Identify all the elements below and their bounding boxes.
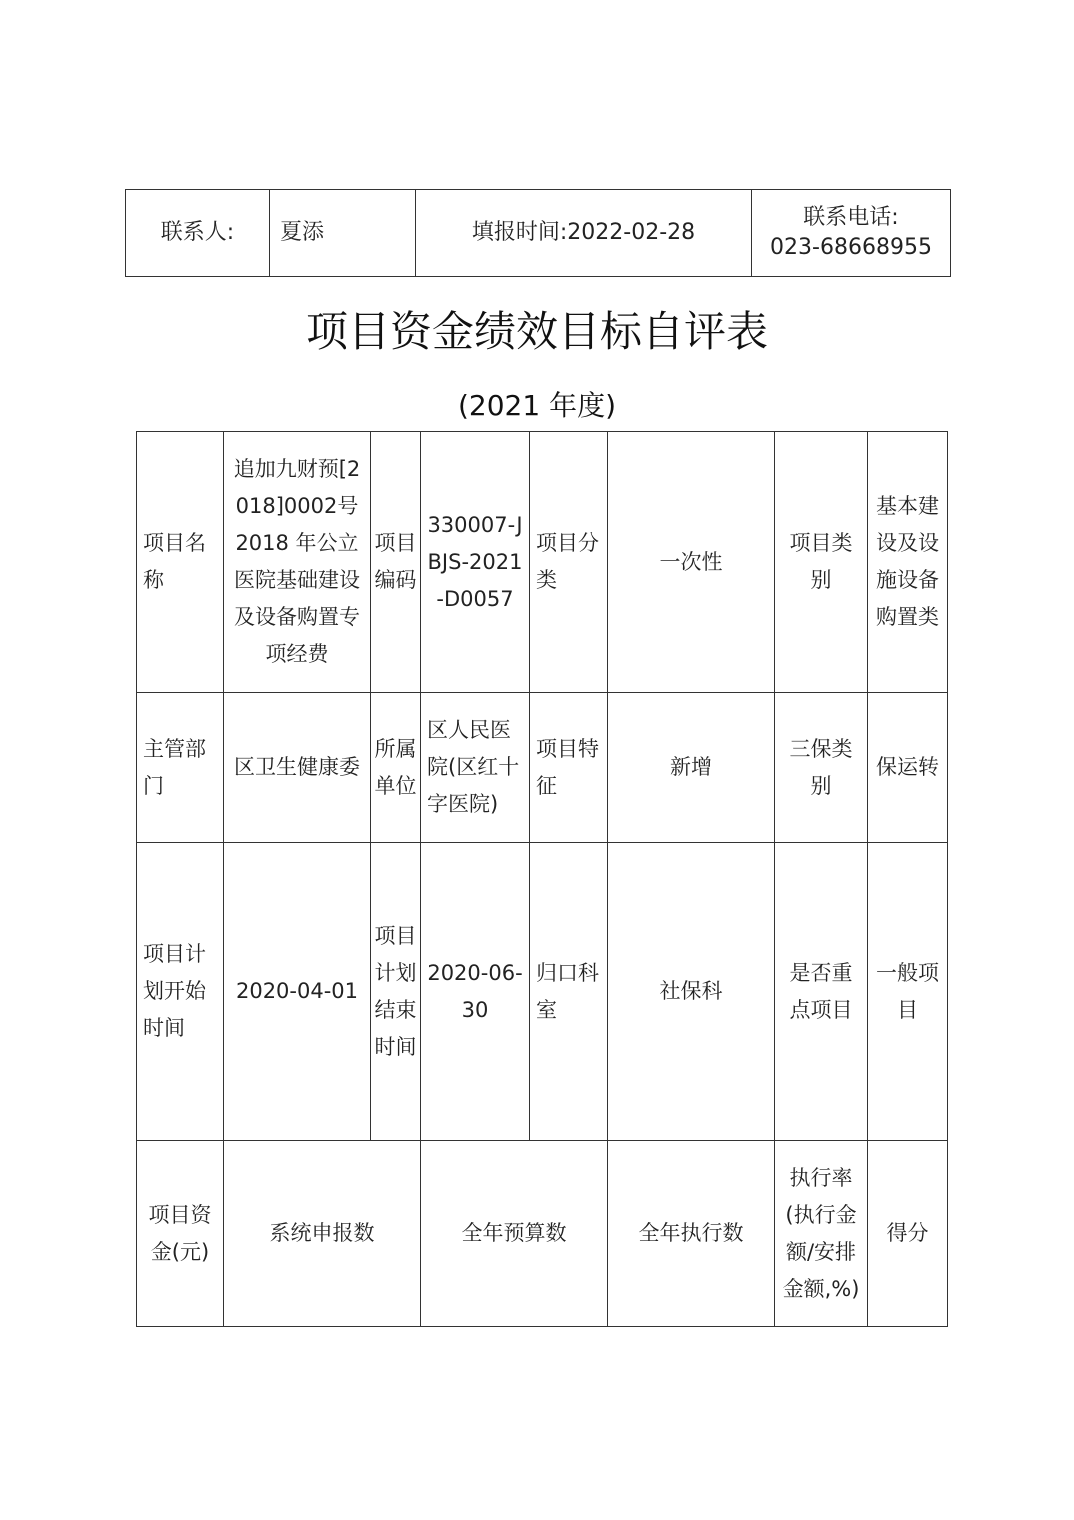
project-classification-label: 项目分类 <box>530 432 608 693</box>
page-title: 项目资金绩效目标自评表 <box>305 307 768 356</box>
project-name-value: 追加九财预[2018]0002号 2018 年公立医院基础建设及设备购置专项经费 <box>224 432 371 693</box>
start-time-value: 2020-04-01 <box>224 843 371 1141</box>
contact-info-table <box>125 189 951 277</box>
project-feature-value: 新增 <box>608 693 775 843</box>
table-row <box>137 843 948 1141</box>
project-name-label: 项目名称 <box>137 432 224 693</box>
end-time-label: 项目计划结束时间 <box>371 843 421 1141</box>
self-evaluation-table <box>136 431 948 1327</box>
contact-label: 联系人: <box>126 190 270 277</box>
project-code-value: 330007-JBJS-2021-D0057 <box>421 432 530 693</box>
unit-value: 区人民医院(区红十字医院) <box>421 693 530 843</box>
guarantee-category-label: 三保类别 <box>775 693 868 843</box>
key-project-value: 一般项目 <box>868 843 948 1141</box>
project-feature-label: 项目特征 <box>530 693 608 843</box>
phone-cell <box>752 190 951 277</box>
table-row <box>137 432 948 693</box>
table-row <box>137 1141 948 1327</box>
project-funds-label: 项目资金(元) <box>137 1141 224 1327</box>
project-classification-value: 一次性 <box>608 432 775 693</box>
key-project-label: 是否重点项目 <box>775 843 868 1141</box>
department-label: 主管部门 <box>137 693 224 843</box>
department-value: 区卫生健康委 <box>224 693 371 843</box>
execution-rate-header: 执行率(执行金额/安排金额,%) <box>775 1141 868 1327</box>
guarantee-category-value: 保运转 <box>868 693 948 843</box>
system-declared-header: 系统申报数 <box>224 1141 421 1327</box>
project-code-label: 项目编码 <box>371 432 421 693</box>
table-row <box>137 693 948 843</box>
annual-budget-header: 全年预算数 <box>421 1141 608 1327</box>
start-time-label: 项目计划开始时间 <box>137 843 224 1141</box>
office-label: 归口科室 <box>530 843 608 1141</box>
office-value: 社保科 <box>608 843 775 1141</box>
project-category-label: 项目类别 <box>775 432 868 693</box>
project-category-value: 基本建设及设施设备购置类 <box>868 432 948 693</box>
phone-label: 联系电话: <box>803 205 899 230</box>
contact-name: 夏添 <box>270 190 416 277</box>
report-time: 填报时间:2022-02-28 <box>416 190 752 277</box>
end-time-value: 2020-06-30 <box>421 843 530 1141</box>
phone-value: 023-68668955 <box>770 235 932 260</box>
annual-execution-header: 全年执行数 <box>608 1141 775 1327</box>
score-header: 得分 <box>868 1141 948 1327</box>
report-year: (2021 年度) <box>457 389 616 422</box>
unit-label: 所属单位 <box>371 693 421 843</box>
